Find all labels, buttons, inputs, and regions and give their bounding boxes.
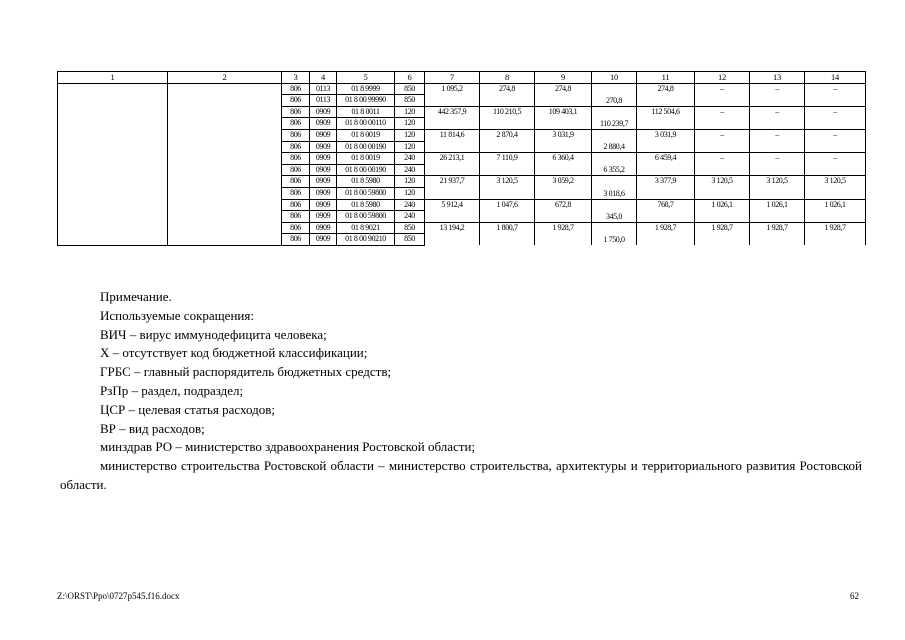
table-cell-code: 850	[395, 234, 425, 246]
table-cell-value: 6 355,2	[592, 153, 637, 176]
table-cell-value: 2 880,4	[592, 129, 637, 152]
table-cell-value: –	[750, 83, 805, 106]
table-cell-value: –	[805, 106, 866, 129]
table-cell-code: 806	[282, 187, 310, 199]
note-item: минздрав РО – министерство здравоохранения Ростовской области;	[100, 439, 476, 455]
table-cell-value: 1 047,6	[480, 199, 535, 222]
column-header: 8	[480, 72, 535, 84]
table-cell-value: –	[695, 106, 750, 129]
note-item: ВР – вид расходов;	[100, 420, 205, 436]
table-cell-code: 806	[282, 211, 310, 223]
table-cell-value: 11 814,6	[425, 129, 480, 152]
footer-file-path: Z:\ORST\Ppo\0727p545.f16.docx	[57, 591, 180, 601]
table-cell-code: 0909	[310, 187, 337, 199]
table-cell-code: 240	[395, 211, 425, 223]
table-cell-code: 806	[282, 199, 310, 211]
table-cell-code: 120	[395, 129, 425, 141]
table-cell-code: 240	[395, 153, 425, 165]
table-cell-code: 120	[395, 106, 425, 118]
table-cell-code: 120	[395, 118, 425, 130]
notes-title: Примечание.	[100, 289, 172, 304]
table-cell-code: 01 8 9021	[337, 222, 395, 234]
table-cell-code: 01 8 5980	[337, 176, 395, 188]
table-cell-code: 01 8 00 59800	[337, 187, 395, 199]
table-cell-value: 768,7	[637, 199, 695, 222]
table-cell-value: 1 800,7	[480, 222, 535, 245]
table-cell-code: 0909	[310, 211, 337, 223]
table-cell-code: 0909	[310, 141, 337, 153]
table-cell-value: –	[750, 153, 805, 176]
table-cell-value: 13 194,2	[425, 222, 480, 245]
table-cell-empty	[168, 83, 282, 245]
table-cell-code: 240	[395, 199, 425, 211]
table-cell-code: 0113	[310, 83, 337, 95]
table-cell-code: 806	[282, 222, 310, 234]
table-cell-code: 806	[282, 153, 310, 165]
table-cell-value: 1 095,2	[425, 83, 480, 106]
table-cell-code: 0909	[310, 118, 337, 130]
column-header: 12	[695, 72, 750, 84]
table-cell-value: 6 360,4	[535, 153, 592, 176]
table-cell-value: 274,8	[637, 83, 695, 106]
table-cell-value: 1 026,1	[805, 199, 866, 222]
note-item: ЦСР – целевая статья расходов;	[100, 401, 275, 417]
table-cell-value: –	[695, 153, 750, 176]
note-item: РзПр – раздел, подраздел;	[100, 382, 244, 398]
table-cell-code: 01 8 00 90210	[337, 234, 395, 246]
table-cell-value: 274,8	[480, 83, 535, 106]
footer-page-number: 62	[850, 591, 859, 601]
table-cell-code: 0909	[310, 176, 337, 188]
table-cell-code: 806	[282, 141, 310, 153]
table-cell-value: –	[805, 153, 866, 176]
table-cell-value: –	[695, 83, 750, 106]
column-header: 13	[750, 72, 805, 84]
table-cell-value: 112 504,6	[637, 106, 695, 129]
table-cell-code: 806	[282, 106, 310, 118]
table-cell-code: 850	[395, 95, 425, 107]
table-cell-code: 120	[395, 141, 425, 153]
table-cell-code: 01 8 00 59800	[337, 211, 395, 223]
table-cell-code: 806	[282, 129, 310, 141]
table-cell-code: 0909	[310, 153, 337, 165]
table-cell-value: –	[805, 129, 866, 152]
table-cell-value: 1 928,7	[535, 222, 592, 245]
table-cell-code: 01 8 0011	[337, 106, 395, 118]
table-cell-code: 01 8 5980	[337, 199, 395, 211]
table-cell-code: 850	[395, 222, 425, 234]
note-item: ГРБС – главный распорядитель бюджетных средств;	[100, 364, 392, 380]
table-cell-value: 5 912,4	[425, 199, 480, 222]
table-cell-code: 806	[282, 118, 310, 130]
column-header: 7	[425, 72, 480, 84]
table-cell-code: 806	[282, 234, 310, 246]
table-cell-value: 1 928,7	[695, 222, 750, 245]
table-cell-code: 0113	[310, 95, 337, 107]
table-cell-value: 672,8	[535, 199, 592, 222]
table-cell-code: 0909	[310, 164, 337, 176]
note-item: ВИЧ – вирус иммунодефицита человека;	[100, 326, 327, 342]
column-header: 5	[337, 72, 395, 84]
table-cell-value: 26 213,1	[425, 153, 480, 176]
column-header: 2	[168, 72, 282, 84]
table-cell-value: 3 031,9	[535, 129, 592, 152]
table-cell-value: 3 059,2	[535, 176, 592, 199]
table-cell-value: 3 120,5	[805, 176, 866, 199]
table-cell-code: 01 8 00 99990	[337, 95, 395, 107]
table-cell-value: 7 110,9	[480, 153, 535, 176]
table-cell-code: 0909	[310, 199, 337, 211]
table-cell-value: 1 750,0	[592, 222, 637, 245]
table-cell-code: 806	[282, 83, 310, 95]
table-cell-code: 806	[282, 176, 310, 188]
table-cell-value: –	[805, 83, 866, 106]
table-cell-value: 1 026,1	[695, 199, 750, 222]
table-cell-code: 0909	[310, 234, 337, 246]
table-cell-code: 0909	[310, 129, 337, 141]
table-cell-value: 3 031,9	[637, 129, 695, 152]
table-cell-value: 1 928,7	[750, 222, 805, 245]
table-cell-value: 6 459,4	[637, 153, 695, 176]
table-cell-code: 01 8 00 00110	[337, 118, 395, 130]
column-header: 1	[58, 72, 168, 84]
table-cell-code: 0909	[310, 222, 337, 234]
table-cell-code: 240	[395, 164, 425, 176]
table-cell-value: –	[695, 129, 750, 152]
table-cell-value: 1 026,1	[750, 199, 805, 222]
table-cell-value: 3 377,9	[637, 176, 695, 199]
table-cell-value: 109 403,1	[535, 106, 592, 129]
table-cell-code: 850	[395, 83, 425, 95]
table-cell-value: 110 210,5	[480, 106, 535, 129]
column-header: 10	[592, 72, 637, 84]
table-cell-value: 345,0	[592, 199, 637, 222]
table-cell-code: 01 8 0019	[337, 153, 395, 165]
column-header: 11	[637, 72, 695, 84]
table-cell-value: 3 120,5	[750, 176, 805, 199]
notes-intro: Используемые сокращения:	[100, 307, 254, 323]
table-cell-value: –	[750, 129, 805, 152]
table-cell-value: 21 937,7	[425, 176, 480, 199]
note-item: Х – отсутствует код бюджетной классификации;	[100, 345, 368, 361]
table-cell-code: 120	[395, 176, 425, 188]
table-cell-value: 1 928,7	[805, 222, 866, 245]
table-cell-value: 110 239,7	[592, 106, 637, 129]
notes-block	[60, 288, 862, 495]
table-cell-value: 3 120,5	[480, 176, 535, 199]
table-cell-value: 3 120,5	[695, 176, 750, 199]
column-header: 6	[395, 72, 425, 84]
table-cell-value: 1 928,7	[637, 222, 695, 245]
table-cell-code: 806	[282, 95, 310, 107]
budget-table	[57, 71, 866, 246]
table-cell-empty	[58, 83, 168, 245]
column-header: 4	[310, 72, 337, 84]
table-cell-code: 120	[395, 187, 425, 199]
table-cell-value: 3 018,6	[592, 176, 637, 199]
note-item: министерство строительства Ростовской области – министерство строительства, архитектуры и территориального развития Ростовской области.	[60, 458, 862, 492]
table-cell-value: 442 357,9	[425, 106, 480, 129]
table-cell-code: 01 8 00 00190	[337, 164, 395, 176]
table-header-row	[58, 72, 866, 84]
table-cell-value: –	[750, 106, 805, 129]
table-cell-value: 274,8	[535, 83, 592, 106]
table-cell-value: 2 870,4	[480, 129, 535, 152]
column-header: 14	[805, 72, 866, 84]
table-cell-code: 806	[282, 164, 310, 176]
table-row	[58, 83, 866, 95]
table-cell-code: 01 8 00 00190	[337, 141, 395, 153]
table-cell-code: 01 8 9999	[337, 83, 395, 95]
column-header: 3	[282, 72, 310, 84]
column-header: 9	[535, 72, 592, 84]
table-cell-code: 01 8 0019	[337, 129, 395, 141]
table-cell-value: 270,8	[592, 83, 637, 106]
table-cell-code: 0909	[310, 106, 337, 118]
